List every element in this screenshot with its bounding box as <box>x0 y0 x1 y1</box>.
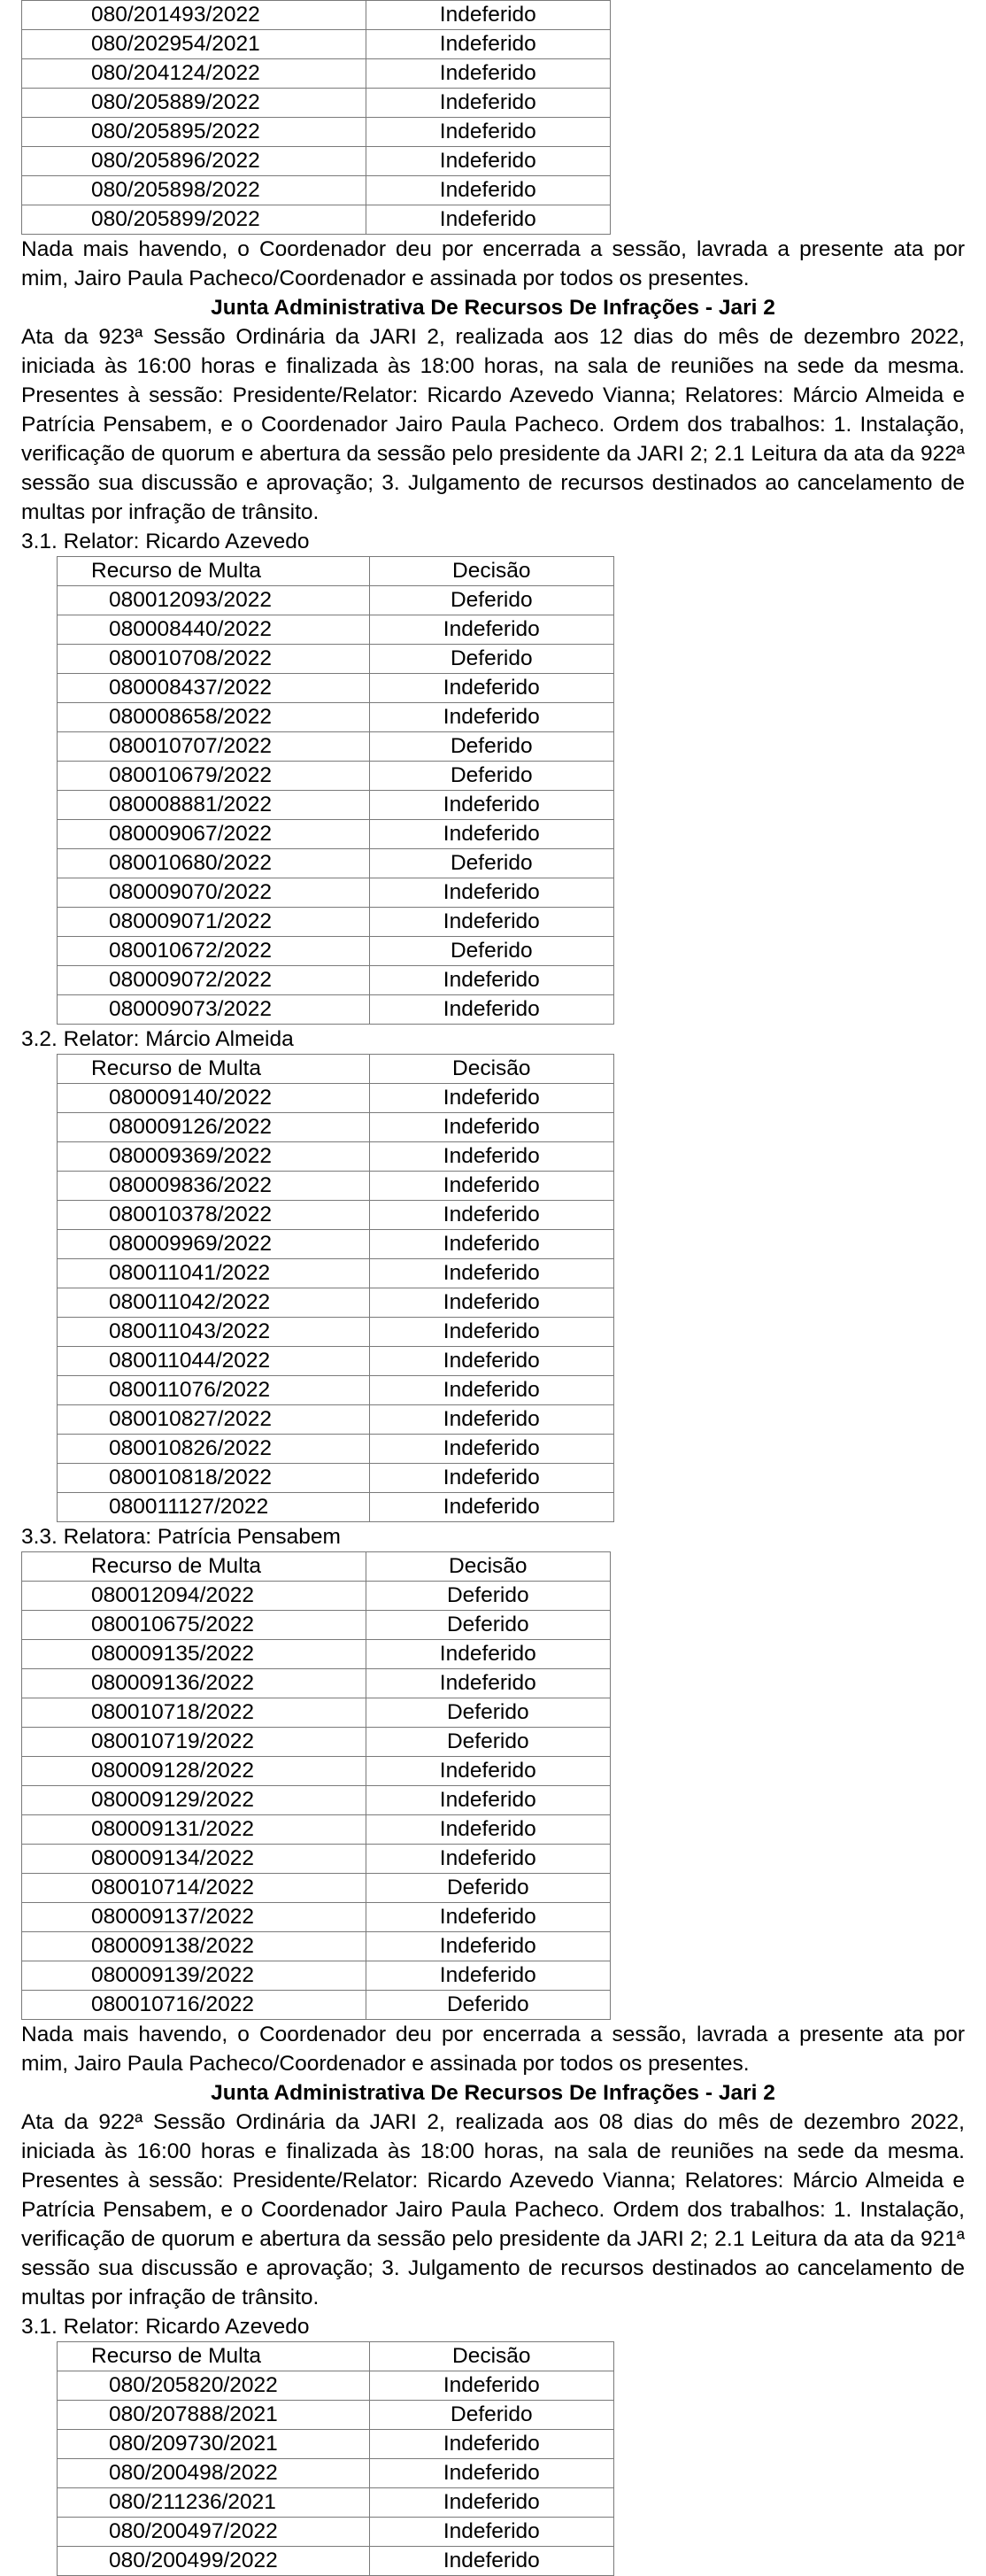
recurso-cell: 080008440/2022 <box>58 615 370 645</box>
table-row <box>58 645 614 674</box>
recurso-cell: 080010719/2022 <box>22 1728 366 1757</box>
table-row <box>58 732 614 762</box>
recurso-cell: 080009969/2022 <box>58 1230 370 1259</box>
recurso-cell: 080/207888/2021 <box>58 2401 370 2430</box>
s923-table-3-body <box>22 1582 611 2020</box>
table-row <box>58 762 614 791</box>
decisao-cell: Indeferido <box>369 1142 613 1172</box>
decisao-cell: Deferido <box>366 1874 610 1903</box>
decisao-cell: Indeferido <box>369 674 613 703</box>
table-row <box>22 1757 611 1786</box>
decisao-cell: Indeferido <box>366 1845 610 1874</box>
recurso-cell: 080010826/2022 <box>58 1435 370 1464</box>
decisao-cell: Indeferido <box>369 908 613 937</box>
decisao-cell: Indeferido <box>366 59 610 89</box>
recurso-cell: 080/205899/2022 <box>22 205 366 235</box>
decisao-cell: Indeferido <box>369 2488 613 2518</box>
recurso-cell: 080009128/2022 <box>22 1757 366 1786</box>
recurso-cell: 080010672/2022 <box>58 937 370 966</box>
table-row <box>58 615 614 645</box>
decisao-cell: Indeferido <box>366 1786 610 1815</box>
s923-table-3 <box>21 1551 611 2020</box>
table-header-row <box>58 557 614 586</box>
table-row <box>58 2459 614 2488</box>
recurso-cell: 080/205895/2022 <box>22 118 366 147</box>
table-row <box>58 1405 614 1435</box>
col-header-decisao: Decisão <box>369 557 613 586</box>
col-header-decisao: Decisão <box>369 1055 613 1084</box>
table-header-row <box>58 2342 614 2371</box>
decisao-cell: Indeferido <box>366 1903 610 1932</box>
decisao-cell: Deferido <box>369 586 613 615</box>
decisao-cell: Indeferido <box>369 1376 613 1405</box>
recurso-cell: 080009067/2022 <box>58 820 370 849</box>
recurso-cell: 080009140/2022 <box>58 1084 370 1113</box>
table-row <box>58 2371 614 2401</box>
decisao-cell: Indeferido <box>366 1 610 30</box>
decisao-cell: Deferido <box>366 1582 610 1611</box>
recurso-cell: 080009126/2022 <box>58 1113 370 1142</box>
table-row <box>22 1961 611 1991</box>
table-row <box>22 1903 611 1932</box>
recurso-cell: 080009369/2022 <box>58 1142 370 1172</box>
recurso-cell: 080011043/2022 <box>58 1318 370 1347</box>
recurso-cell: 080009137/2022 <box>22 1903 366 1932</box>
table-row <box>22 1 611 30</box>
decisao-cell: Deferido <box>369 762 613 791</box>
table-row <box>22 1815 611 1845</box>
decisao-cell: Indeferido <box>366 89 610 118</box>
recurso-cell: 080010714/2022 <box>22 1874 366 1903</box>
decisao-cell: Deferido <box>369 937 613 966</box>
table-row <box>58 2547 614 2576</box>
closing-paragraph-2: Nada mais havendo, o Coordenador deu por encerrada a sessão, lavrada a presente ata por mim, Jairo Paula Pacheco/Coordenador e assinada por todos os presentes. <box>21 2023 965 2076</box>
recurso-cell: 080009071/2022 <box>58 908 370 937</box>
s923-relator-1: 3.1. Relator: Ricardo Azevedo <box>21 530 310 553</box>
table-row <box>22 1640 611 1669</box>
decisao-cell: Indeferido <box>366 1815 610 1845</box>
decisao-cell: Indeferido <box>366 205 610 235</box>
recurso-cell: 080009836/2022 <box>58 1172 370 1201</box>
recurso-cell: 080/202954/2021 <box>22 30 366 59</box>
table-row <box>22 1991 611 2020</box>
table-row <box>58 1347 614 1376</box>
table-row <box>58 995 614 1025</box>
decisao-cell: Indeferido <box>369 703 613 732</box>
table-row <box>58 1493 614 1522</box>
recurso-cell: 080/209730/2021 <box>58 2430 370 2459</box>
recurso-cell: 080009136/2022 <box>22 1669 366 1698</box>
recurso-cell: 080011076/2022 <box>58 1376 370 1405</box>
recurso-cell: 080012093/2022 <box>58 586 370 615</box>
decisao-cell: Indeferido <box>369 1435 613 1464</box>
top-decision-table <box>21 0 611 235</box>
closing-paragraph-1: Nada mais havendo, o Coordenador deu por encerrada a sessão, lavrada a presente ata por mim, Jairo Paula Pacheco/Coordenador e assinada por todos os presentes. <box>21 237 965 290</box>
decisao-cell: Indeferido <box>369 2547 613 2576</box>
decisao-cell: Indeferido <box>369 1493 613 1522</box>
recurso-cell: 080/205820/2022 <box>58 2371 370 2401</box>
table-header-row <box>22 1552 611 1582</box>
recurso-cell: 080009134/2022 <box>22 1845 366 1874</box>
table-row <box>58 908 614 937</box>
session-922-heading: Junta Administrativa De Recursos De Infrações - Jari 2 <box>211 2081 775 2105</box>
recurso-cell: 080/200498/2022 <box>58 2459 370 2488</box>
session-923-heading: Junta Administrativa De Recursos De Infrações - Jari 2 <box>211 296 775 320</box>
s923-table-1 <box>57 556 614 1025</box>
table-row <box>22 30 611 59</box>
table-row <box>58 1318 614 1347</box>
recurso-cell: 080008881/2022 <box>58 791 370 820</box>
table-row <box>58 1464 614 1493</box>
table-row <box>58 1142 614 1172</box>
recurso-cell: 080/200499/2022 <box>58 2547 370 2576</box>
table-row <box>58 791 614 820</box>
recurso-cell: 080010680/2022 <box>58 849 370 878</box>
table-header-row <box>58 1055 614 1084</box>
recurso-cell: 080/205898/2022 <box>22 176 366 205</box>
table-row <box>22 1874 611 1903</box>
table-row <box>22 176 611 205</box>
decisao-cell: Indeferido <box>366 1932 610 1961</box>
decisao-cell: Deferido <box>366 1728 610 1757</box>
table-row <box>58 966 614 995</box>
recurso-cell: 080009129/2022 <box>22 1786 366 1815</box>
recurso-cell: 080010707/2022 <box>58 732 370 762</box>
table-row <box>58 1376 614 1405</box>
decisao-cell: Indeferido <box>366 1757 610 1786</box>
col-header-recurso: Recurso de Multa <box>58 2342 370 2371</box>
decisao-cell: Indeferido <box>369 878 613 908</box>
table-row <box>22 1669 611 1698</box>
recurso-cell: 080011127/2022 <box>58 1493 370 1522</box>
decisao-cell: Indeferido <box>369 995 613 1025</box>
decisao-cell: Indeferido <box>369 2459 613 2488</box>
decisao-cell: Indeferido <box>366 1669 610 1698</box>
table-row <box>22 1845 611 1874</box>
decisao-cell: Indeferido <box>369 1318 613 1347</box>
decisao-cell: Indeferido <box>369 1201 613 1230</box>
col-header-recurso: Recurso de Multa <box>58 557 370 586</box>
decisao-cell: Indeferido <box>369 1405 613 1435</box>
top-table-body <box>22 1 611 235</box>
col-header-decisao: Decisão <box>369 2342 613 2371</box>
decisao-cell: Deferido <box>369 849 613 878</box>
decisao-cell: Indeferido <box>369 2518 613 2547</box>
decisao-cell: Deferido <box>369 645 613 674</box>
recurso-cell: 080008658/2022 <box>58 703 370 732</box>
table-row <box>22 1728 611 1757</box>
recurso-cell: 080009135/2022 <box>22 1640 366 1669</box>
decisao-cell: Deferido <box>366 1991 610 2020</box>
decisao-cell: Indeferido <box>366 118 610 147</box>
recurso-cell: 080/205896/2022 <box>22 147 366 176</box>
table-row <box>58 2401 614 2430</box>
table-row <box>22 1698 611 1728</box>
decisao-cell: Indeferido <box>369 1084 613 1113</box>
table-row <box>58 1201 614 1230</box>
table-row <box>58 2488 614 2518</box>
recurso-cell: 080010679/2022 <box>58 762 370 791</box>
recurso-cell: 080009072/2022 <box>58 966 370 995</box>
decisao-cell: Indeferido <box>369 1347 613 1376</box>
recurso-cell: 080/200497/2022 <box>58 2518 370 2547</box>
decisao-cell: Indeferido <box>366 30 610 59</box>
s923-table-2 <box>57 1054 614 1522</box>
recurso-cell: 080011041/2022 <box>58 1259 370 1288</box>
recurso-cell: 080011044/2022 <box>58 1347 370 1376</box>
decisao-cell: Indeferido <box>369 791 613 820</box>
recurso-cell: 080009139/2022 <box>22 1961 366 1991</box>
table-row <box>58 1113 614 1142</box>
decisao-cell: Indeferido <box>369 615 613 645</box>
table-row <box>58 878 614 908</box>
table-row <box>58 1259 614 1288</box>
recurso-cell: 080009138/2022 <box>22 1932 366 1961</box>
table-row <box>58 820 614 849</box>
decisao-cell: Deferido <box>366 1698 610 1728</box>
decisao-cell: Indeferido <box>369 2371 613 2401</box>
col-header-recurso: Recurso de Multa <box>22 1552 366 1582</box>
recurso-cell: 080009131/2022 <box>22 1815 366 1845</box>
table-row <box>58 1172 614 1201</box>
decisao-cell: Indeferido <box>366 1640 610 1669</box>
decisao-cell: Indeferido <box>369 1288 613 1318</box>
recurso-cell: 080/205889/2022 <box>22 89 366 118</box>
recurso-cell: 080010378/2022 <box>58 1201 370 1230</box>
recurso-cell: 080009070/2022 <box>58 878 370 908</box>
decisao-cell: Indeferido <box>369 1464 613 1493</box>
s923-relator-3: 3.3. Relatora: Patrícia Pensabem <box>21 1525 341 1549</box>
s922-table-1-body <box>58 2371 614 2576</box>
recurso-cell: 080012094/2022 <box>22 1582 366 1611</box>
recurso-cell: 080/204124/2022 <box>22 59 366 89</box>
table-row <box>58 849 614 878</box>
table-row <box>22 118 611 147</box>
recurso-cell: 080009073/2022 <box>58 995 370 1025</box>
decisao-cell: Indeferido <box>366 147 610 176</box>
decisao-cell: Indeferido <box>369 1172 613 1201</box>
decisao-cell: Indeferido <box>366 176 610 205</box>
decisao-cell: Indeferido <box>369 1230 613 1259</box>
table-row <box>58 2430 614 2459</box>
decisao-cell: Indeferido <box>366 1961 610 1991</box>
table-row <box>58 937 614 966</box>
decisao-cell: Indeferido <box>369 820 613 849</box>
table-row <box>58 1230 614 1259</box>
recurso-cell: 080010675/2022 <box>22 1611 366 1640</box>
s923-table-2-body <box>58 1084 614 1522</box>
recurso-cell: 080/201493/2022 <box>22 1 366 30</box>
table-row <box>58 586 614 615</box>
session-923-intro: Ata da 923ª Sessão Ordinária da JARI 2, realizada aos 12 dias do mês de dezembro 2022, iniciada às 16:00 horas e finalizada às 18:00 horas, na sala de reuniões na sede da mesma. Presentes à sessão: Presidente/Relator: Ricardo Azevedo Vianna; Relatores: Márcio Almeida e Patrícia Pensabem, e o Coordenador Jairo Paula Pacheco. Ordem dos trabalhos: 1. Instalação, verificação de quorum e abertura da sessão pelo presidente da JARI 2; 2.1 Leitura da ata da 922ª sessão sua discussão e aprovação; 3. Julgamento de recursos destinados ao cancelamento de multas por infração de trânsito. <box>21 325 965 524</box>
recurso-cell: 080008437/2022 <box>58 674 370 703</box>
recurso-cell: 080010708/2022 <box>58 645 370 674</box>
col-header-decisao: Decisão <box>366 1552 610 1582</box>
table-row <box>58 674 614 703</box>
table-row <box>58 1435 614 1464</box>
decisao-cell: Deferido <box>369 2401 613 2430</box>
decisao-cell: Indeferido <box>369 2430 613 2459</box>
decisao-cell: Indeferido <box>369 966 613 995</box>
s923-table-1-body <box>58 586 614 1025</box>
decisao-cell: Indeferido <box>369 1259 613 1288</box>
recurso-cell: 080011042/2022 <box>58 1288 370 1318</box>
decisao-cell: Deferido <box>369 732 613 762</box>
recurso-cell: 080/211236/2021 <box>58 2488 370 2518</box>
recurso-cell: 080010827/2022 <box>58 1405 370 1435</box>
recurso-cell: 080010818/2022 <box>58 1464 370 1493</box>
s923-relator-2: 3.2. Relator: Márcio Almeida <box>21 1027 294 1051</box>
table-row <box>22 1611 611 1640</box>
table-row <box>22 59 611 89</box>
recurso-cell: 080010716/2022 <box>22 1991 366 2020</box>
table-row <box>22 1932 611 1961</box>
table-row <box>22 1582 611 1611</box>
table-row <box>58 1084 614 1113</box>
table-row <box>22 89 611 118</box>
table-row <box>58 1288 614 1318</box>
s922-relator-1: 3.1. Relator: Ricardo Azevedo <box>21 2315 310 2339</box>
col-header-recurso: Recurso de Multa <box>58 1055 370 1084</box>
table-row <box>22 147 611 176</box>
table-row <box>22 1786 611 1815</box>
table-row <box>22 205 611 235</box>
recurso-cell: 080010718/2022 <box>22 1698 366 1728</box>
table-row <box>58 2518 614 2547</box>
session-922-intro: Ata da 922ª Sessão Ordinária da JARI 2, realizada aos 08 dias do mês de dezembro 2022, iniciada às 16:00 horas e finalizada às 18:00 horas, na sala de reuniões na sede da mesma. Presentes à sessão: Presidente/Relator: Ricardo Azevedo Vianna; Relatores: Márcio Almeida e Patrícia Pensabem, e o Coordenador Jairo Paula Pacheco. Ordem dos trabalhos: 1. Instalação, verificação de quorum e abertura da sessão pelo presidente da JARI 2; 2.1 Leitura da ata da 921ª sessão sua discussão e aprovação; 3. Julgamento de recursos destinados ao cancelamento de multas por infração de trânsito. <box>21 2110 965 2309</box>
table-row <box>58 703 614 732</box>
decisao-cell: Indeferido <box>369 1113 613 1142</box>
s922-table-1 <box>57 2341 614 2576</box>
decisao-cell: Deferido <box>366 1611 610 1640</box>
